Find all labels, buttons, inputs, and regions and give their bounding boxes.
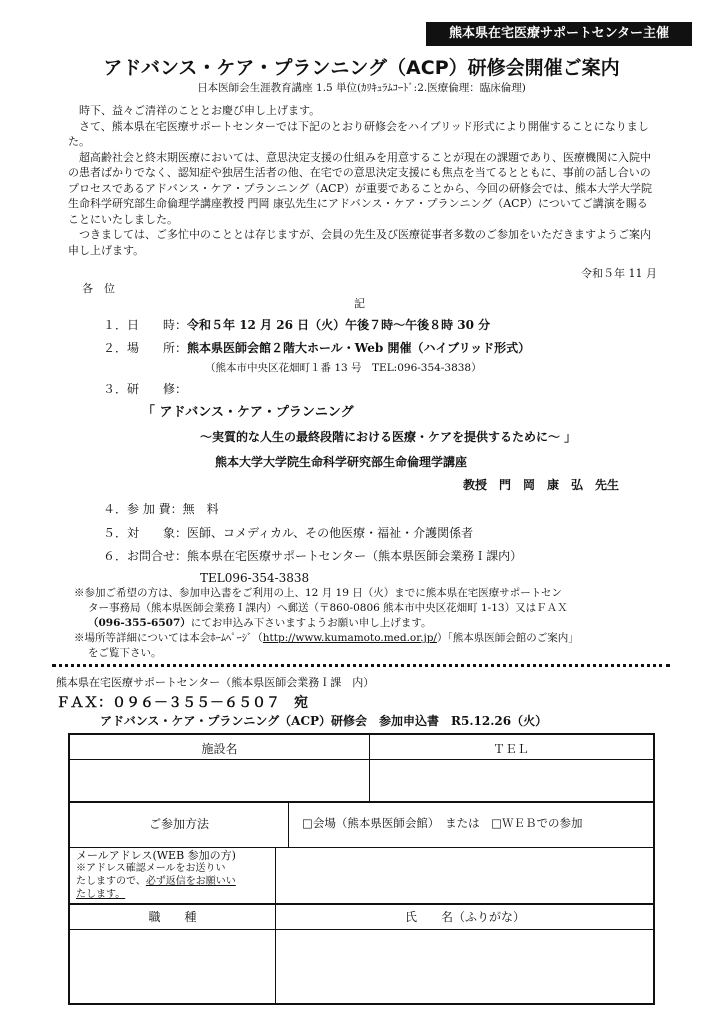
name-field[interactable]: [278, 931, 653, 1003]
fax-number: （096-355-6507）: [88, 617, 191, 629]
table-rule: [275, 847, 276, 903]
participation-label: ご参加方法: [148, 817, 209, 831]
detail-target: [103, 524, 473, 541]
target-label: ５．対 象：: [103, 526, 188, 540]
tel-field[interactable]: [371, 761, 651, 799]
ki-mark: 記: [354, 297, 365, 310]
lecture-subtitle: ～実質的な人生の最終段階における医療・ケアを提供するために～ 」: [200, 430, 577, 444]
table-rule: [288, 801, 289, 847]
name-label: 氏 名（ふりがな）: [404, 910, 525, 924]
letter-paragraph: 時下、益々ご清祥のこととお慶び申し上げます。: [68, 104, 321, 117]
detail-venue: [103, 339, 530, 356]
facility-name-field[interactable]: [72, 761, 367, 799]
table-rule: [70, 929, 653, 930]
letter-body: [68, 103, 658, 258]
table-rule: [70, 903, 653, 905]
email-label-block: [76, 849, 236, 901]
note-line: をご覧下さい。: [88, 647, 162, 659]
datetime-label: １．日 時：: [103, 318, 188, 332]
detail-fee: [103, 500, 219, 517]
note-line: ※場所等詳細については本会ﾎｰﾑﾍﾟｰｼﾞ（http://www.kumamoto.med.or.jp/）「熊本県医師会館のご案内」: [74, 632, 579, 644]
form-title: アドバンス・ケア・プランニング（ACP）研修会 参加申込書 R5.12.26（火）: [100, 714, 548, 728]
page-subtitle: 日本医師会生涯教育講座 1.5 単位(ｶﾘｷｭﾗﾑｺｰﾄﾞ:2.医療倫理：臨床倫理): [197, 82, 526, 94]
email-note: たします。: [76, 889, 126, 900]
form-recipient: 熊本県在宅医療サポートセンター（熊本県医師会業務Ｉ課 内）: [56, 676, 375, 689]
venue-value: 熊本県医師会館２階大ホール・Web 開催（ハイブリッド形式）: [187, 341, 531, 355]
facility-label: 施設名: [201, 742, 238, 756]
form-fax-number: ＦＡＸ：０９６－３５５－６５０７ 宛: [56, 695, 308, 711]
target-value: 医師、コメディカル、その他医療・福祉・介護関係者: [187, 526, 474, 540]
email-label: メールアドレス(WEB 参加の方): [76, 849, 236, 862]
table-rule: [70, 759, 653, 760]
letter-paragraph: さて、熊本県在宅医療サポートセンターでは下記のとおり研修会をハイブリッド形式により開催することになりました。: [68, 119, 649, 148]
email-field[interactable]: [278, 849, 653, 901]
email-note: たしますので、必ず返信をお願いい: [76, 876, 236, 887]
lecturer-affiliation: 熊本大学大学院生命科学研究部生命倫理学講座: [215, 455, 468, 469]
tel-label: ＴＥＬ: [492, 742, 529, 756]
notes: [74, 586, 579, 661]
email-note: ※アドレス確認メールをお送りい: [76, 863, 226, 874]
lecture-title: 「 アドバンス・ケア・プランニング: [142, 405, 354, 420]
datetime-value: 令和５年 12 月 26 日（火）午後７時～午後８時 30 分: [187, 318, 491, 332]
venue-address: （熊本市中央区花畑町１番 13 号 TEL:096-354-3838）: [205, 362, 482, 374]
contact-value: 熊本県在宅医療サポートセンター（熊本県医師会業務Ｉ課内）: [187, 549, 523, 563]
cut-line: [52, 664, 670, 667]
letter-paragraph: つきましては、ご多忙中のこととは存じますが、会員の先生及び医療従事者多数のご参加をいただきますようご案内申し上げます。: [68, 228, 651, 257]
lecturer-name: 教授 門 岡 康 弘 先生: [463, 478, 620, 492]
letter-paragraph: 超高齢社会と終末期医療においては、意思決定支援の仕組みを用意することが現在の課題であり、医療機関に入院中の患者ばかりでなく、認知症や独居生活者の他、在宅での意思決定支援にも焦点を当てるとともに、事前の話し合いのプロセスであるアドバンス・ケア・プランニング（ACP）が重要であることから、今回の研修会では、熊本大学大学院生命科学研究部生命倫理学講座教授 門岡 康弘先生にアドバンス・ケア・プランニング（ACP）についてご講演を賜ることにいたしました。: [68, 150, 652, 226]
organizer-badge: 熊本県在宅医療サポートセンター主催: [426, 22, 692, 46]
application-form: [68, 733, 655, 1005]
page-title: アドバンス・ケア・プランニング（ACP）研修会開催ご案内: [103, 57, 620, 79]
letter-date: 令和５年 11 月: [581, 267, 657, 280]
participation-options[interactable]: □会場（熊本県医師会館） または □ＷＥＢでの参加: [302, 816, 583, 830]
fee-label: ４．参 加 費：: [103, 502, 183, 516]
training-label: ３．研 修：: [103, 382, 188, 396]
note-line: ※参加ご希望の方は、参加申込書をご利用の上、12 月 19 日（火）までに熊本県在宅医療サポートセン: [74, 587, 562, 599]
note-line: ター事務局（熊本県医師会業務Ｉ課内）へ郵送（〒860-0806 熊本市中央区花畑町 1-13）又はＦＡＸ: [88, 602, 568, 614]
occupation-field[interactable]: [72, 931, 273, 1003]
contact-tel: TEL096-354-3838: [200, 571, 310, 585]
note-line: （096-355-6507）にてお申込み下さいますようお願い申し上げます。: [88, 617, 432, 629]
table-rule: [70, 801, 653, 803]
table-rule: [70, 847, 653, 848]
fee-value: 無 料: [182, 502, 219, 516]
contact-label: ６．お問合せ：: [103, 549, 188, 563]
detail-contact: [103, 547, 522, 564]
homepage-link[interactable]: http://www.kumamoto.med.or.jp/: [262, 632, 437, 644]
addressee: 各 位: [82, 282, 115, 295]
venue-label: ２．場 所：: [103, 341, 188, 355]
detail-datetime: [103, 316, 490, 333]
occupation-label: 職 種: [148, 910, 197, 924]
